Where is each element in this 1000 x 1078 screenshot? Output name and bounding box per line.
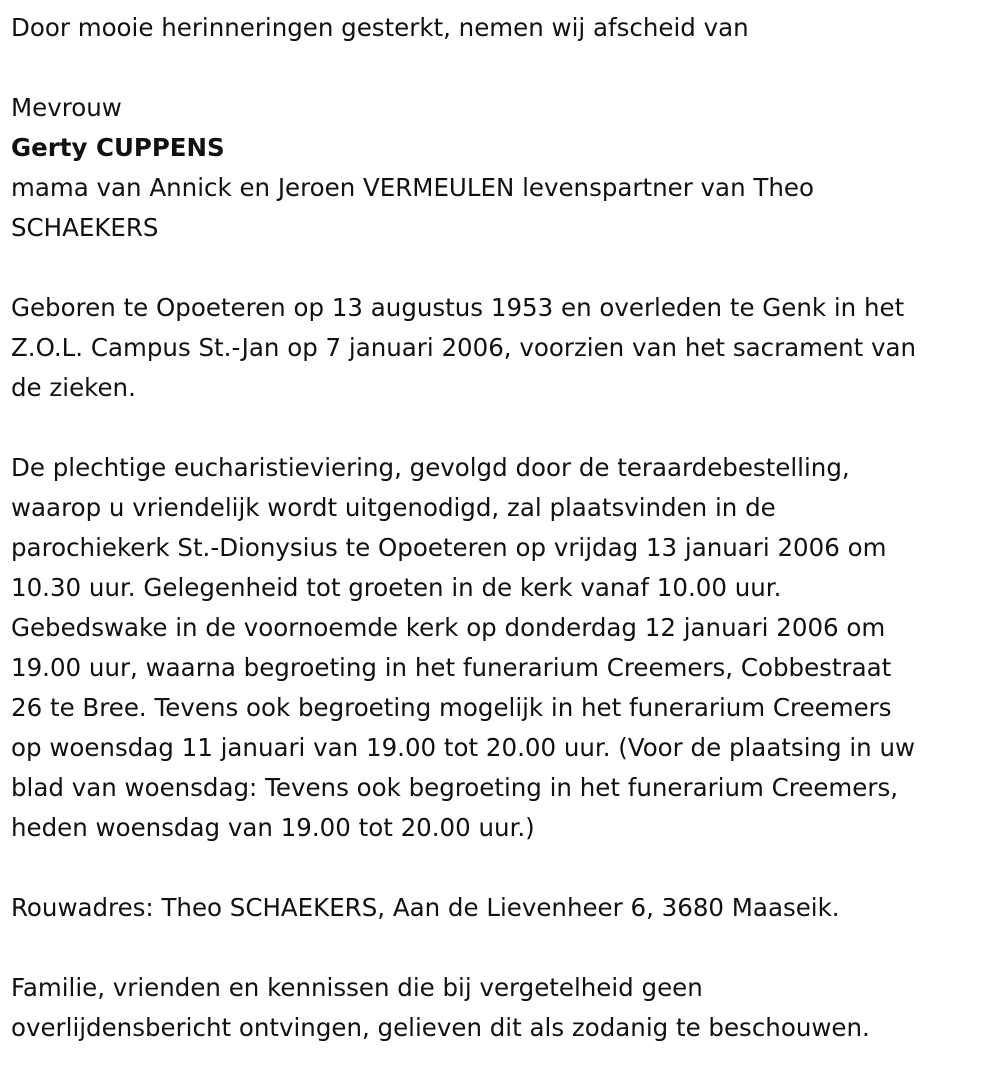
- deceased-name: Gerty CUPPENS: [11, 133, 225, 162]
- salutation: Mevrouw: [11, 93, 122, 122]
- spacer: [11, 248, 988, 288]
- ceremony-line: 19.00 uur, waarna begroeting in het funerarium Creemers, Cobbestraat: [11, 653, 892, 682]
- birth-death-line: de zieken.: [11, 373, 136, 402]
- ceremony-line: blad van woensdag: Tevens ook begroeting in het funerarium Creemers,: [11, 773, 899, 802]
- ceremony-line: 26 te Bree. Tevens ook begroeting mogelijk in het funerarium Creemers: [11, 693, 892, 722]
- relations-line: mama van Annick en Jeroen VERMEULEN levenspartner van Theo: [11, 173, 814, 202]
- mourning-address: Rouwadres: Theo SCHAEKERS, Aan de Lievenheer 6, 3680 Maaseik.: [11, 893, 840, 922]
- birth-death-line: Z.O.L. Campus St.-Jan op 7 januari 2006, voorzien van het sacrament van: [11, 333, 917, 362]
- ceremony-line: op woensdag 11 januari van 19.00 tot 20.00 uur. (Voor de plaatsing in uw: [11, 733, 916, 762]
- closing-line: overlijdensbericht ontvingen, gelieven dit als zodanig te beschouwen.: [11, 1013, 870, 1042]
- spacer: [11, 48, 988, 88]
- ceremony-line: De plechtige eucharistieviering, gevolgd door de teraardebestelling,: [11, 453, 850, 482]
- ceremony-line: waarop u vriendelijk wordt uitgenodigd, zal plaatsvinden in de: [11, 493, 776, 522]
- closing-line: Familie, vrienden en kennissen die bij vergetelheid geen: [11, 973, 703, 1002]
- spacer: [11, 408, 988, 448]
- ceremony-line: parochiekerk St.-Dionysius te Opoeteren op vrijdag 13 januari 2006 om: [11, 533, 887, 562]
- ceremony-line: 10.30 uur. Gelegenheid tot groeten in de kerk vanaf 10.00 uur.: [11, 573, 782, 602]
- relations-line: SCHAEKERS: [11, 213, 159, 242]
- ceremony-line: Gebedswake in de voornoemde kerk op donderdag 12 januari 2006 om: [11, 613, 886, 642]
- birth-death-line: Geboren te Opoeteren op 13 augustus 1953 en overleden te Genk in het: [11, 293, 905, 322]
- spacer: [11, 848, 988, 888]
- spacer: [11, 928, 988, 968]
- ceremony-line: heden woensdag van 19.00 tot 20.00 uur.): [11, 813, 535, 842]
- intro-text: Door mooie herinneringen gesterkt, nemen wij afscheid van: [11, 13, 749, 42]
